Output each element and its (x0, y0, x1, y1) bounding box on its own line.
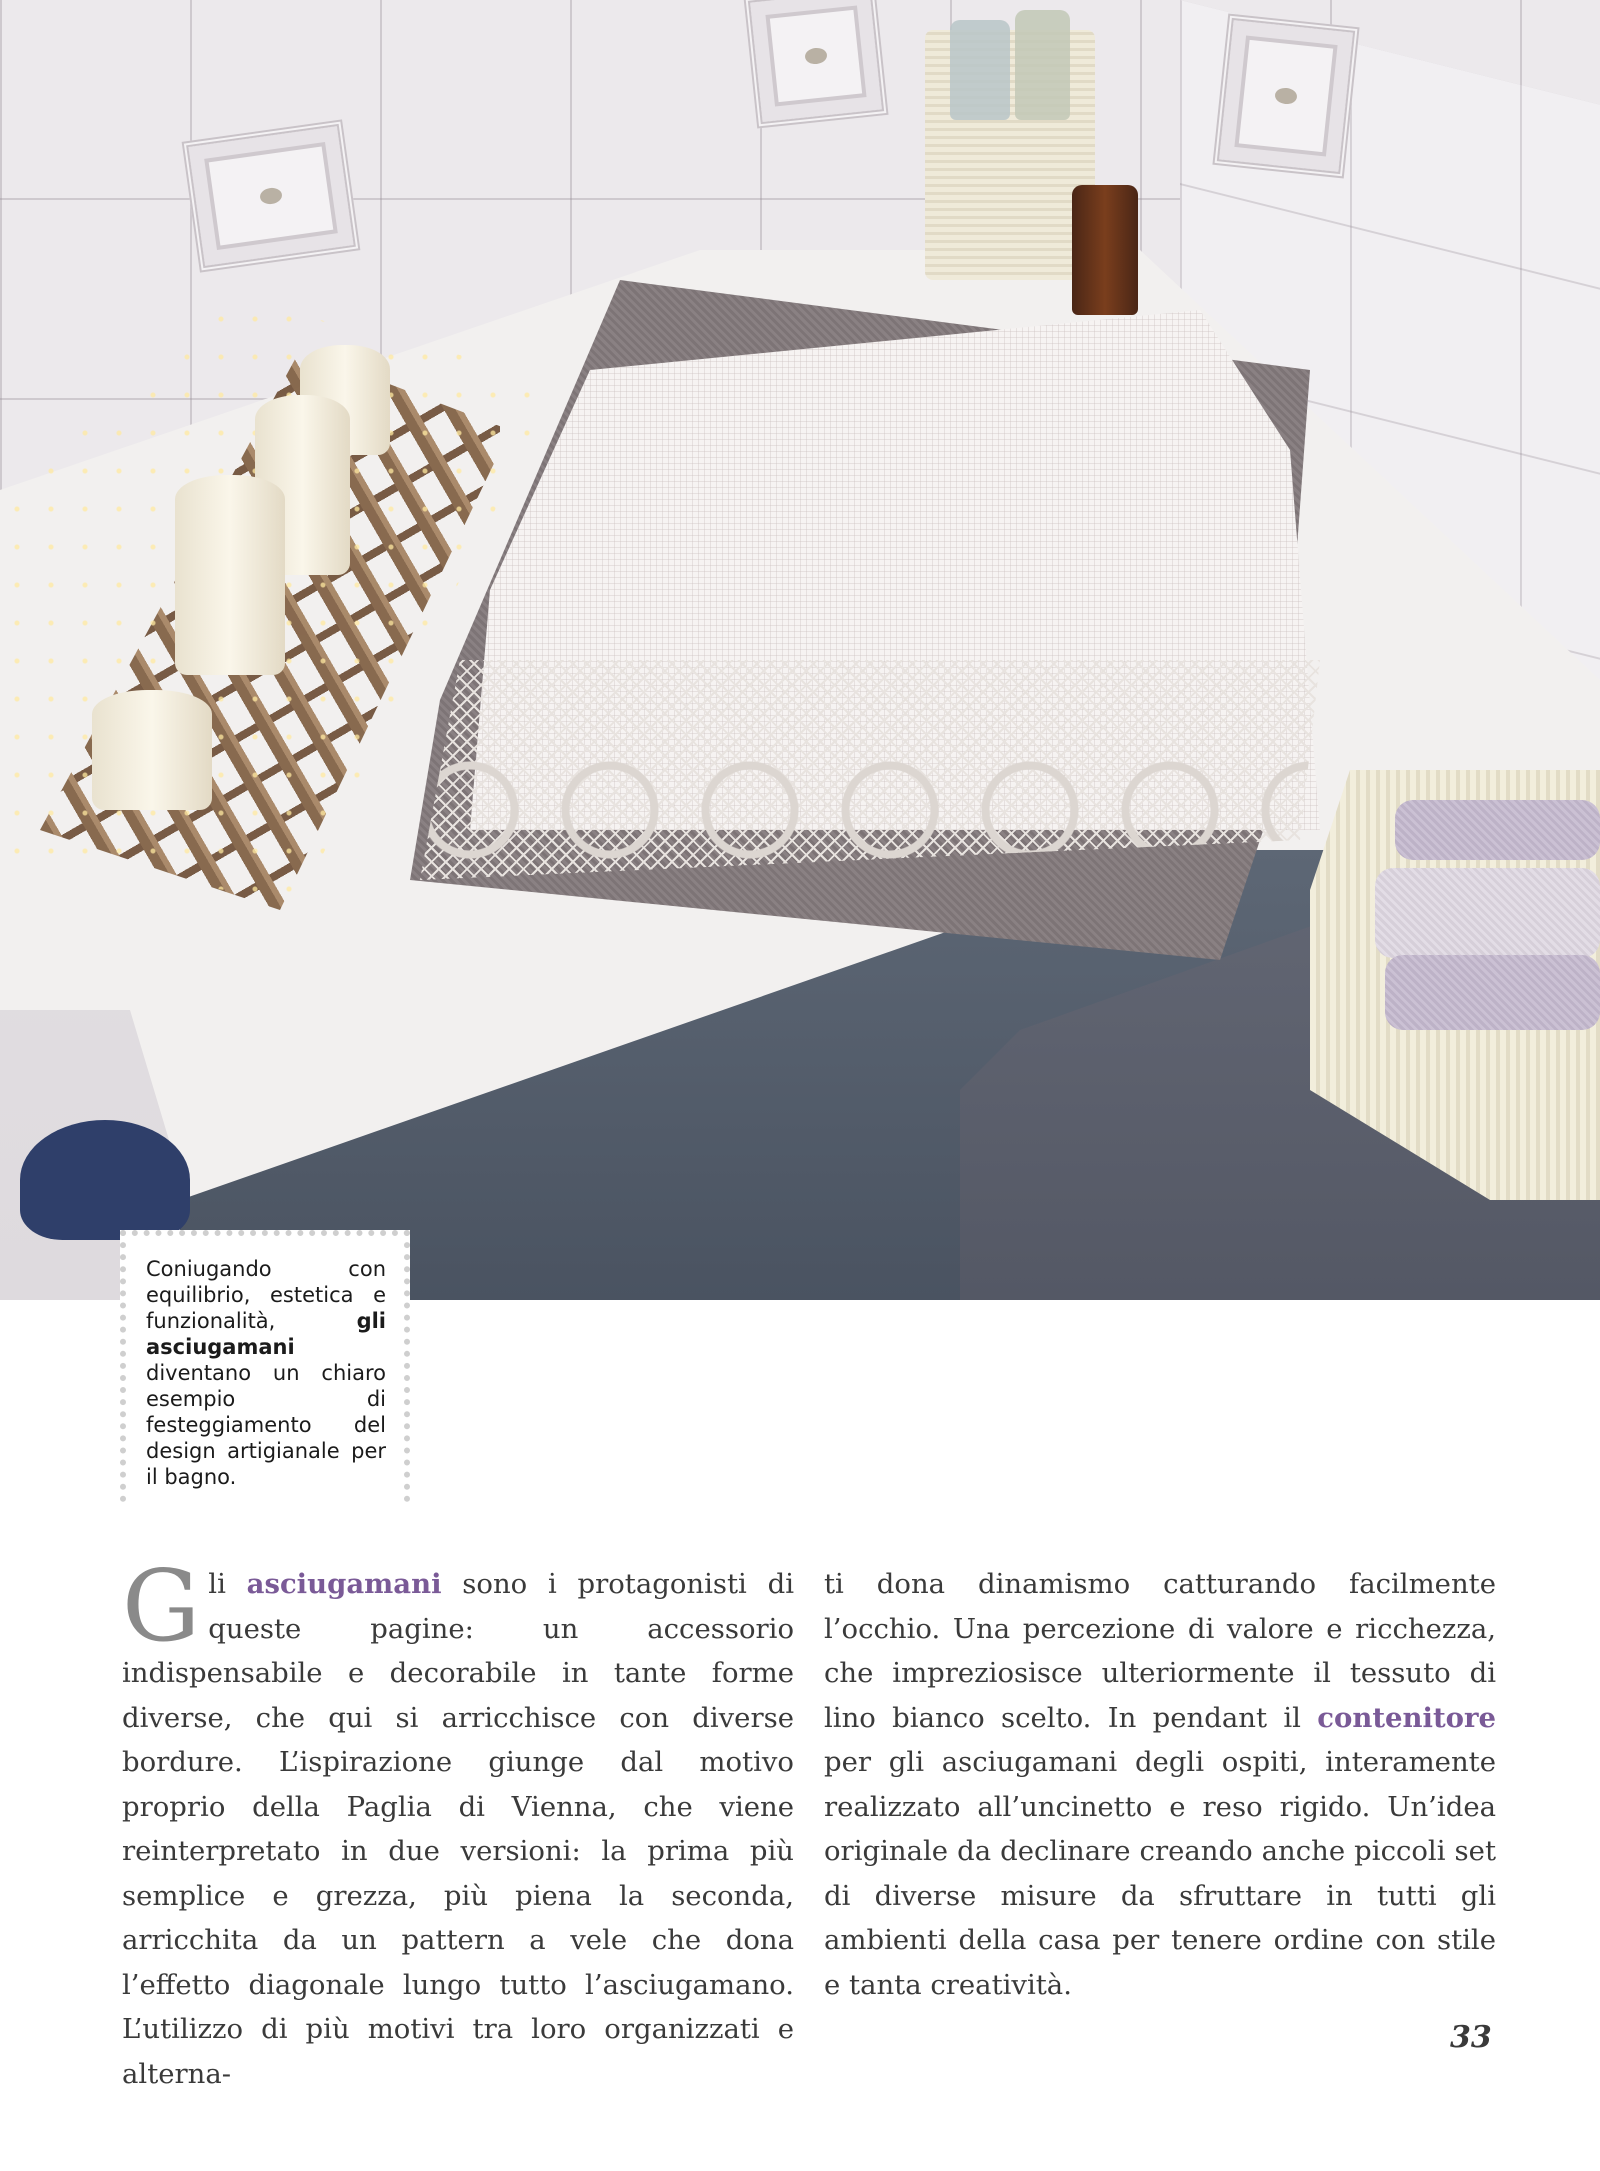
candle (175, 475, 285, 675)
body-text: per gli asciugamani degli ospiti, interamente realizzato all’uncinetto e reso rigido. Un’idea originale da declinare creando anche piccoli set di diverse misure da sfruttare in tutti gli ambienti della casa per tenere ordine con stile e tanta creatività. (824, 1746, 1496, 2001)
caption-emphasis: gli asciugamani (146, 1309, 386, 1359)
body-text: ti dona dinamismo catturando facilmente l’occhio. Una percezione di valore e ricchezza, che impreziosisce ulteriormente il tessuto di lino bianco scelto. In pendant il (824, 1568, 1496, 1734)
decorative-tile (1212, 14, 1359, 179)
glass-bottle (1015, 10, 1070, 120)
decorative-tile (182, 119, 361, 272)
keyword-highlight: contenitore (1317, 1701, 1496, 1734)
article-column-left (122, 1550, 794, 2096)
body-text: li (208, 1568, 247, 1600)
body-text: sono i protagonisti di queste pagine: un accessorio indispensabile e decorabile in tante forme diverse, che qui si arricchisce con diverse bordure. L’ispirazione giunge dal motivo proprio della Paglia di Vienna, che viene reinterpretato in due versioni: la prima più semplice e grezza, più piena la seconda, arricchita da un pattern a vele che dona l’effetto diagonale lungo tutto l’asciugamano. L’utilizzo di più motivi tra loro organizzati e alterna- (122, 1568, 794, 2090)
photo-caption (120, 1230, 410, 1502)
spray-bottle (950, 20, 1010, 120)
candle (92, 690, 212, 810)
article-column-right (824, 1562, 1496, 2007)
keyword-highlight: asciugamani (246, 1568, 442, 1600)
decorative-tile (743, 0, 888, 129)
drop-cap: G (122, 1550, 201, 1664)
caption-text-end: diventano un chiaro esempio di festeggiamento del design artigianale per il bagno. (146, 1361, 386, 1489)
slipper (20, 1120, 190, 1240)
page-number: 33 (1450, 2020, 1492, 2055)
folded-towel (1385, 955, 1600, 1030)
amber-bottle (1072, 185, 1138, 315)
folded-towel (1375, 868, 1600, 958)
folded-towel (1395, 800, 1600, 860)
caption-text: Coniugando con equilibrio, estetica e funzionalità, (146, 1257, 386, 1333)
